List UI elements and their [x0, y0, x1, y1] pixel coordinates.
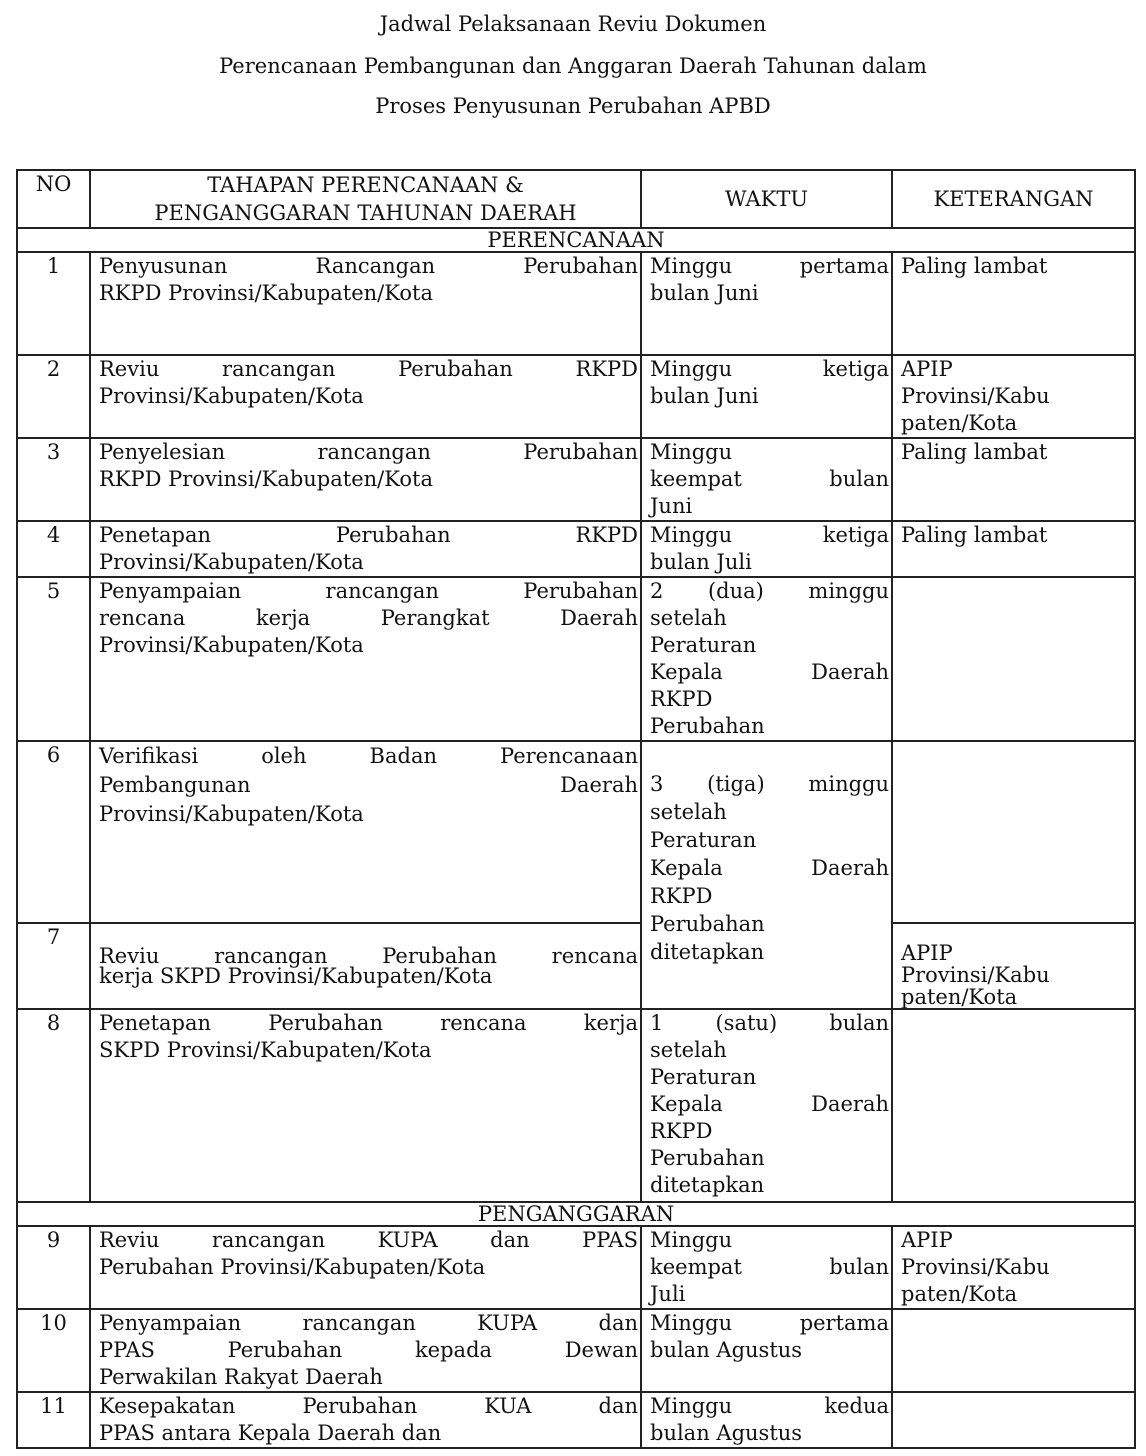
cell-line: Penetapan Perubahan RKPD [99, 523, 638, 547]
cell-line: Penyampaian rancangan Perubahan [99, 579, 638, 603]
row-number: 7 [17, 923, 90, 1009]
cell-line: Penyelesian rancangan Perubahan [99, 440, 638, 464]
cell-line: setelah [650, 1038, 727, 1062]
cell-line: Reviu rancangan Perubahan RKPD [99, 357, 638, 381]
waktu-cell [641, 1309, 892, 1392]
cell-line: Kepala Daerah [650, 856, 889, 880]
section-label: PERENCANAAN [17, 228, 1135, 252]
header-no: NO [17, 170, 90, 228]
cell-line: Provinsi/Kabupaten/Kota [99, 633, 364, 657]
header-tahapan [90, 170, 641, 228]
header-waktu: WAKTU [641, 170, 892, 228]
cell-line: paten/Kota [901, 1282, 1018, 1306]
cell-line: RKPD [650, 884, 713, 908]
row-number: 8 [17, 1009, 90, 1202]
cell-line: Perubahan [650, 714, 765, 738]
cell-line: RKPD [650, 687, 713, 711]
keterangan-cell [892, 438, 1135, 521]
cell-line: bulan Juni [650, 281, 759, 305]
cell-line: ditetapkan [650, 940, 765, 964]
row-number: 2 [17, 355, 90, 438]
row-number: 9 [17, 1226, 90, 1309]
cell-line: Paling lambat [901, 440, 1048, 464]
cell-line: Minggu pertama [650, 1311, 889, 1335]
cell-line: Perubahan [650, 912, 765, 936]
waktu-cell [641, 252, 892, 355]
waktu-cell [641, 438, 892, 521]
tahapan-cell [90, 577, 641, 741]
cell-line: Peraturan [650, 1065, 757, 1089]
table-row [17, 438, 1135, 521]
cell-line: Juli [650, 1282, 686, 1306]
cell-line: Peraturan [650, 633, 757, 657]
cell-line: Perubahan [650, 1146, 765, 1170]
header-tahapan-line: PENGANGGARAN TAHUNAN DAERAH [154, 201, 577, 225]
keterangan-cell [892, 1226, 1135, 1309]
cell-line: PPAS Perubahan kepada Dewan [99, 1338, 638, 1362]
doc-title-line-3: Proses Penyusunan Perubahan APBD [375, 94, 771, 118]
cell-line: Penetapan Perubahan rencana kerja [99, 1011, 638, 1035]
cell-line: SKPD Provinsi/Kabupaten/Kota [99, 1038, 432, 1062]
cell-line: kerja SKPD Provinsi/Kabupaten/Kota [99, 964, 493, 988]
waktu-cell [641, 577, 892, 741]
cell-line: Paling lambat [901, 254, 1048, 278]
schedule-table [16, 169, 1136, 1449]
tahapan-cell [90, 741, 641, 923]
keterangan-cell [892, 355, 1135, 438]
cell-line: Minggu kedua [650, 1394, 889, 1418]
cell-line: APIP [901, 941, 953, 965]
blank-line [650, 742, 889, 770]
tahapan-cell [90, 252, 641, 355]
cell-line: RKPD Provinsi/Kabupaten/Kota [99, 281, 433, 305]
tahapan-cell [90, 1009, 641, 1202]
cell-line: Penyusunan Rancangan Perubahan [99, 254, 638, 278]
cell-line: ditetapkan [650, 1173, 765, 1197]
cell-line: Minggu ketiga [650, 357, 889, 381]
keterangan-cell [892, 1009, 1135, 1202]
keterangan-cell [892, 252, 1135, 355]
cell-line: Reviu rancangan Perubahan rencana [99, 944, 638, 968]
cell-line: Juni [650, 494, 693, 518]
keterangan-cell [892, 1392, 1135, 1448]
table-row [17, 577, 1135, 741]
cell-line: paten/Kota [901, 985, 1018, 1009]
table-row [17, 1009, 1135, 1202]
tahapan-cell [90, 1226, 641, 1309]
keterangan-cell [892, 923, 1135, 1009]
cell-line: Minggu [650, 1228, 733, 1252]
cell-line: bulan Juni [650, 384, 759, 408]
row-number: 3 [17, 438, 90, 521]
cell-line: Verifikasi oleh Badan Perencanaan [99, 744, 638, 768]
cell-line: APIP [901, 1228, 953, 1252]
section-label: PENGANGGARAN [17, 1202, 1135, 1226]
header-tahapan-line: TAHAPAN PERENCANAAN & [207, 173, 524, 197]
cell-line: Provinsi/Kabu [901, 963, 1050, 987]
tahapan-cell [90, 1392, 641, 1448]
cell-line: bulan Juli [650, 550, 752, 574]
tahapan-cell [90, 923, 641, 1009]
row-number: 6 [17, 741, 90, 923]
cell-line: Minggu [650, 440, 733, 464]
cell-line: APIP [901, 357, 953, 381]
table-row [17, 252, 1135, 355]
cell-line: Kepala Daerah [650, 660, 889, 684]
table-header-row [17, 170, 1135, 228]
table-row [17, 1309, 1135, 1392]
cell-line: RKPD Provinsi/Kabupaten/Kota [99, 467, 433, 491]
waktu-cell [641, 1392, 892, 1448]
tahapan-cell [90, 521, 641, 577]
row-number: 5 [17, 577, 90, 741]
cell-line: Kepala Daerah [650, 1092, 889, 1116]
cell-line: keempat bulan [650, 1255, 889, 1279]
keterangan-cell [892, 521, 1135, 577]
cell-line: 3 (tiga) minggu [650, 772, 889, 796]
cell-line: 2 (dua) minggu [650, 579, 889, 603]
cell-line: paten/Kota [901, 411, 1018, 435]
cell-line: RKPD [650, 1119, 713, 1143]
row-number: 1 [17, 252, 90, 355]
row-number: 10 [17, 1309, 90, 1392]
cell-line: Perwakilan Rakyat Daerah [99, 1365, 383, 1389]
row-number: 11 [17, 1392, 90, 1448]
table-row [17, 1392, 1135, 1448]
cell-line: Provinsi/Kabu [901, 384, 1050, 408]
cell-line: Perubahan Provinsi/Kabupaten/Kota [99, 1255, 486, 1279]
cell-line: Minggu pertama [650, 254, 889, 278]
keterangan-cell [892, 741, 1135, 923]
cell-line: 1 (satu) bulan [650, 1011, 889, 1035]
tahapan-cell [90, 438, 641, 521]
table-row [17, 355, 1135, 438]
cell-line: Provinsi/Kabu [901, 1255, 1050, 1279]
waktu-cell [641, 355, 892, 438]
cell-line: Pembangunan Daerah [99, 773, 638, 797]
cell-line: Peraturan [650, 828, 757, 852]
header-keterangan: KETERANGAN [892, 170, 1135, 228]
waktu-cell [641, 1226, 892, 1309]
cell-line: setelah [650, 606, 727, 630]
cell-line: Provinsi/Kabupaten/Kota [99, 802, 364, 826]
table-row [17, 741, 1135, 923]
cell-line: Kesepakatan Perubahan KUA dan [99, 1394, 638, 1418]
cell-line: setelah [650, 800, 727, 824]
table-row [17, 1226, 1135, 1309]
cell-line: bulan Agustus [650, 1421, 803, 1445]
cell-line: rencana kerja Perangkat Daerah [99, 606, 638, 630]
cell-line: Reviu rancangan KUPA dan PPAS [99, 1228, 638, 1252]
doc-title-line-2: Perencanaan Pembangunan dan Anggaran Daerah Tahunan dalam [219, 54, 927, 78]
cell-line: Paling lambat [901, 523, 1048, 547]
table-row [17, 923, 1135, 1009]
tahapan-cell [90, 1309, 641, 1392]
section-row [17, 1202, 1135, 1226]
waktu-cell [641, 521, 892, 577]
section-row [17, 228, 1135, 252]
cell-line: Provinsi/Kabupaten/Kota [99, 550, 364, 574]
row-number: 4 [17, 521, 90, 577]
tahapan-cell [90, 355, 641, 438]
cell-line: bulan Agustus [650, 1338, 803, 1362]
waktu-cell [641, 1009, 892, 1202]
cell-line: PPAS antara Kepala Daerah dan [99, 1421, 442, 1445]
cell-line: Minggu ketiga [650, 523, 889, 547]
cell-line: Provinsi/Kabupaten/Kota [99, 384, 364, 408]
doc-title-line-1: Jadwal Pelaksanaan Reviu Dokumen [379, 12, 767, 36]
cell-line: keempat bulan [650, 467, 889, 491]
waktu-cell [641, 741, 892, 1009]
keterangan-cell [892, 1309, 1135, 1392]
keterangan-cell [892, 577, 1135, 741]
cell-line: Penyampaian rancangan KUPA dan [99, 1311, 638, 1335]
table-row [17, 521, 1135, 577]
